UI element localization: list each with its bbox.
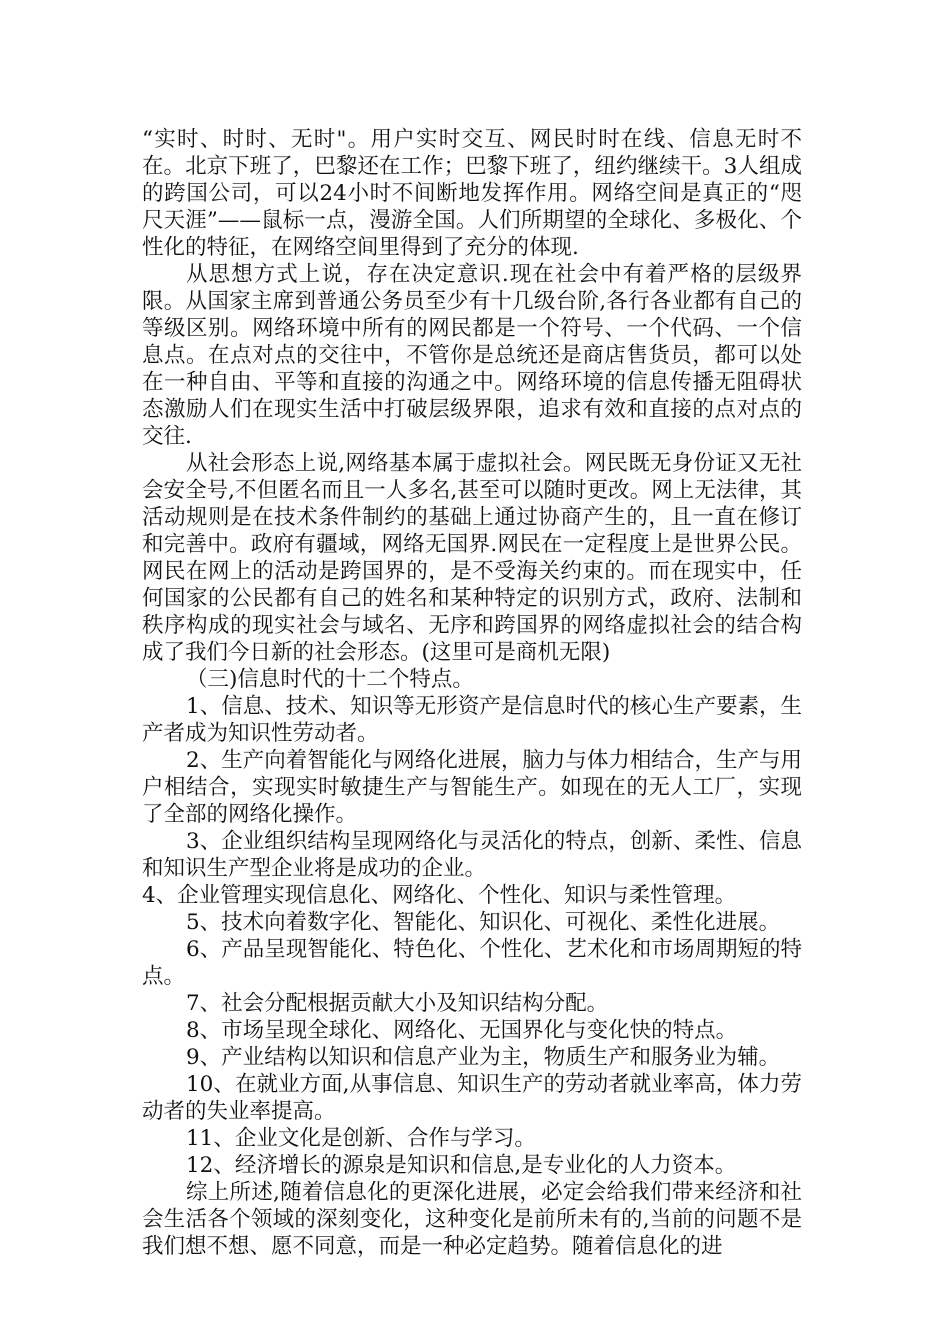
document-body [142, 126, 802, 1260]
list-item: 10、在就业方面,从事信息、知识生产的劳动者就业率高，体力劳动者的失业率提高。 [142, 1072, 802, 1124]
list-item: 7、社会分配根据贡献大小及知识结构分配。 [186, 991, 609, 1016]
list-item: 9、产业结构以知识和信息产业为主，物质生产和服务业为辅。 [186, 1045, 781, 1070]
paragraph-conclusion: 综上所述,随着信息化的更深化进展，必定会给我们带来经济和社会生活各个领域的深刻变化，这种变化是前所未有的,当前的问题不是我们想不想、愿不同意，而是一种必定趋势。随着信息化的进 [142, 1180, 802, 1259]
paragraph-intro: “实时、时时、无时"。用户实时交互、网民时时在线、信息无时不在。北京下班了，巴黎还在工作；巴黎下班了，纽约继续干。3人组成的跨国公司，可以24小时不间断地发挥作用。网络空间是真正的“咫尺天涯”——鼠标一点，漫游全国。人们所期望的全球化、多极化、个性化的特征，在网络空间里得到了充分的体现. [142, 127, 802, 260]
list-item: 5、技术向着数字化、智能化、知识化、可视化、柔性化进展。 [186, 910, 781, 935]
paragraph-thinking: 从思想方式上说，存在决定意识.现在社会中有着严格的层级界限。从国家主席到普通公务员至少有十几级台阶,各行各业都有自己的等级区别。网络环境中所有的网民都是一个符号、一个代码、一个信息点。在点对点的交往中，不管你是总统还是商店售货员，都可以处在一种自由、平等和直接的沟通之中。网络环境的信息传播无阻碍状态激励人们在现实生活中打破层级界限，追求有效和直接的点对点的交往. [142, 262, 802, 449]
paragraph-society: 从社会形态上说,网络基本属于虚拟社会。网民既无身份证又无社会安全号,不但匿名而且一人多名,甚至可以随时更改。网上无法律，其活动规则是在技术条件制约的基础上通过协商产生的，且一直在修订和完善中。政府有疆域，网络无国界.网民在一定程度上是世界公民。网民在网上的活动是跨国界的，是不受海关约束的。而在现实中，任何国家的公民都有自己的姓名和某种特定的识别方式，政府、法制和秩序构成的现实社会与域名、无序和跨国界的网络虚拟社会的结合构成了我们今日新的社会形态。(这里可是商机无限) [142, 451, 802, 665]
section-heading: （三)信息时代的十二个特点。 [186, 667, 474, 692]
list-item: 4、企业管理实现信息化、网络化、个性化、知识与柔性管理。 [142, 883, 737, 908]
list-item: 3、企业组织结构呈现网络化与灵活化的特点，创新、柔性、信息和知识生产型企业将是成功的企业。 [142, 829, 802, 881]
list-item: 1、信息、技术、知识等无形资产是信息时代的核心生产要素，生产者成为知识性劳动者。 [142, 694, 802, 746]
list-item: 2、生产向着智能化与网络化进展，脑力与体力相结合，生产与用户相结合，实现实时敏捷生产与智能生产。如现在的无人工厂，实现了全部的网络化操作。 [142, 748, 802, 827]
list-item: 11、企业文化是创新、合作与学习。 [186, 1126, 536, 1151]
list-item: 12、经济增长的源泉是知识和信息,是专业化的人力资本。 [186, 1153, 737, 1178]
list-item: 8、市场呈现全球化、网络化、无国界化与变化快的特点。 [186, 1018, 738, 1043]
list-item: 6、产品呈现智能化、特色化、个性化、艺术化和市场周期短的特点。 [142, 937, 802, 989]
